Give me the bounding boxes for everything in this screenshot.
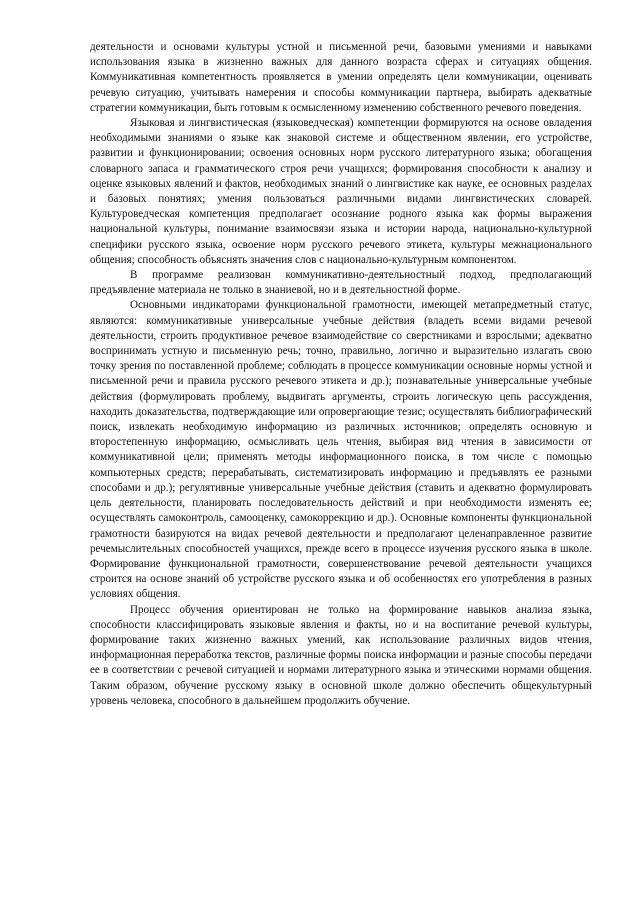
paragraph-learning-process: Процесс обучения ориентирован не только на формирование навыков анализа языка, способности классифицировать языковые явления и факты, но и на воспитание речевой культуры, формирование таких жизненно важных умений, как использование различных видов чтения, информационная переработка текстов, различные формы поиска информации и разные способы передачи ее в соответствии с речевой ситуацией и нормами литературного языка и этическими нормами общения. Таким образом, обучение русскому языку в основной школе должно обеспечить общекультурный уровень человека, способного в дальнейшем продолжить обучение. — [90, 603, 592, 707]
paragraph-communicative-competence: деятельности и основами культуры устной и письменной речи, базовыми умениями и навыками использования языка в жизненно важных для данного возраста сферах и ситуациях общения. Коммуникативная компетентность проявляется в умении определять цели коммуникации, оценивать речевую ситуацию, учитывать намерения и способы коммуникации партнера, выбирать адекватные стратегии коммуникации, быть готовым к осмысленному изменению собственного речевого поведения. — [90, 41, 592, 114]
paragraph-functional-literacy: Основными индикаторами функциональной грамотности, имеющей метапредметный статус, являются: коммуникативные универсальные учебные действия (владеть всеми видами речевой деятельности, строить продуктивное речевое взаимодействие со сверстниками и взрослыми; адекватно воспринимать устную и письменную речь; точно, правильно, логично и выразительно излагать свою точку зрения по поставленной проблеме; соблюдать в процессе коммуникации основные нормы устной и письменной речи и правила русского речевого этикета и др.); познавательные универсальные учебные действия (формулировать проблему, выдвигать аргументы, строить логическую цепь рассуждения, находить доказательства, подтверждающие или опровергающие тезис; осуществлять библиографический поиск, извлекать необходимую информацию из различных источников; определять основную и второстепенную информацию, осмысливать цель чтения, выбирая вид чтения в зависимости от коммуникативной цели; применять методы информационного поиска, в том числе с помощью компьютерных средств; перерабатывать, систематизировать информацию и предъявлять ее разными способами и др.); регулятивные универсальные учебные действия (ставить и адекватно формулировать цель деятельности, планировать последовательность действий и при необходимости изменять ее; осуществлять самоконтроль, самооценку, самокоррекцию и др.). Основные компоненты функциональной грамотности базируются на видах речевой деятельности и предполагают целенаправленное развитие речемыслительных способностей учащихся, прежде всего в процессе изучения русского языка в школе. Формирование функциональной грамотности, совершенствование речевой деятельности учащихся строится на основе знаний об устройстве русского языка и об особенностях его употребления в разных условиях общения. — [90, 299, 592, 601]
document-page — [90, 40, 592, 709]
paragraph-activity-approach: В программе реализован коммуникативно-деятельностный подход, предполагающий предъявление материала не только в знаниевой, но и в деятельностной форме. — [90, 269, 592, 297]
paragraph-linguistic-competence: Языковая и лингвистическая (языковедческая) компетенции формируются на основе овладения необходимыми знаниями о языке как знаковой системе и общественном явлении, его устройстве, развитии и функционировании; освоения основных норм русского литературного языка; обогащения словарного запаса и грамматического строя речи учащихся; формирования способности к анализу и оценке языковых явлений и фактов, необходимых знаний о лингвистике как науке, ее основных разделах и базовых понятиях; умения пользоваться различными видами лингвистических словарей. Культуроведческая компетенция предполагает осознание родного языка как формы выражения национальной культуры, понимание взаимосвязи языка и истории народа, национально-культурной специфики русского языка, освоение норм русского речевого этикета, культуры межнационального общения; способность объяснять значения слов с национально-культурным компонентом. — [90, 117, 592, 266]
